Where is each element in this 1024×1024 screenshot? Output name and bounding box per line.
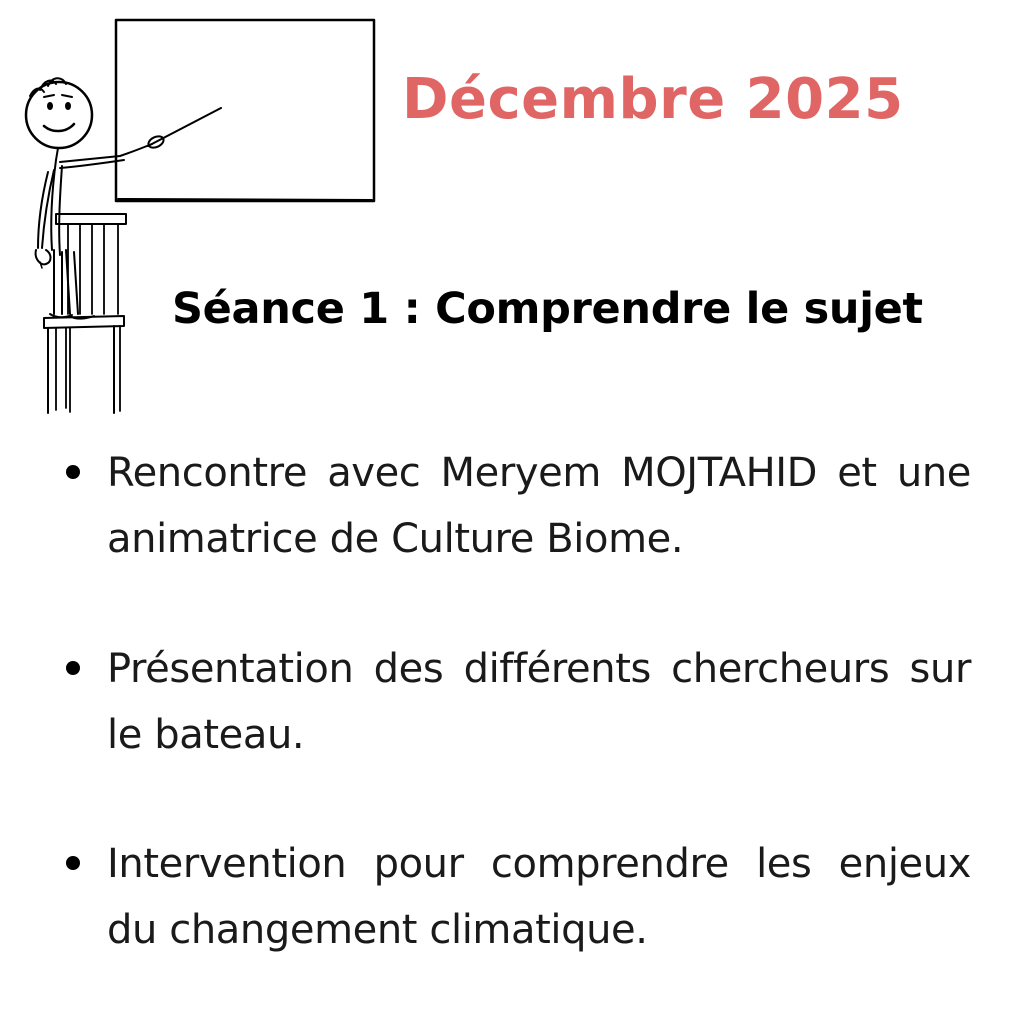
bullet-dot-icon [66,465,80,479]
list-item-text: Présentation des différents chercheurs sur le bateau. [107,646,971,758]
list-item-text: Intervention pour comprendre les enjeux du changement climatique. [107,841,971,953]
session-title: Séance 1 : Comprendre le sujet [172,284,923,334]
bullet-dot-icon [66,661,80,675]
list-item-text: Rencontre avec Meryem MOJTAHID et une animatrice de Culture Biome. [107,450,971,562]
month-title: Décembre 2025 [402,67,904,132]
bullet-dot-icon [66,856,80,870]
